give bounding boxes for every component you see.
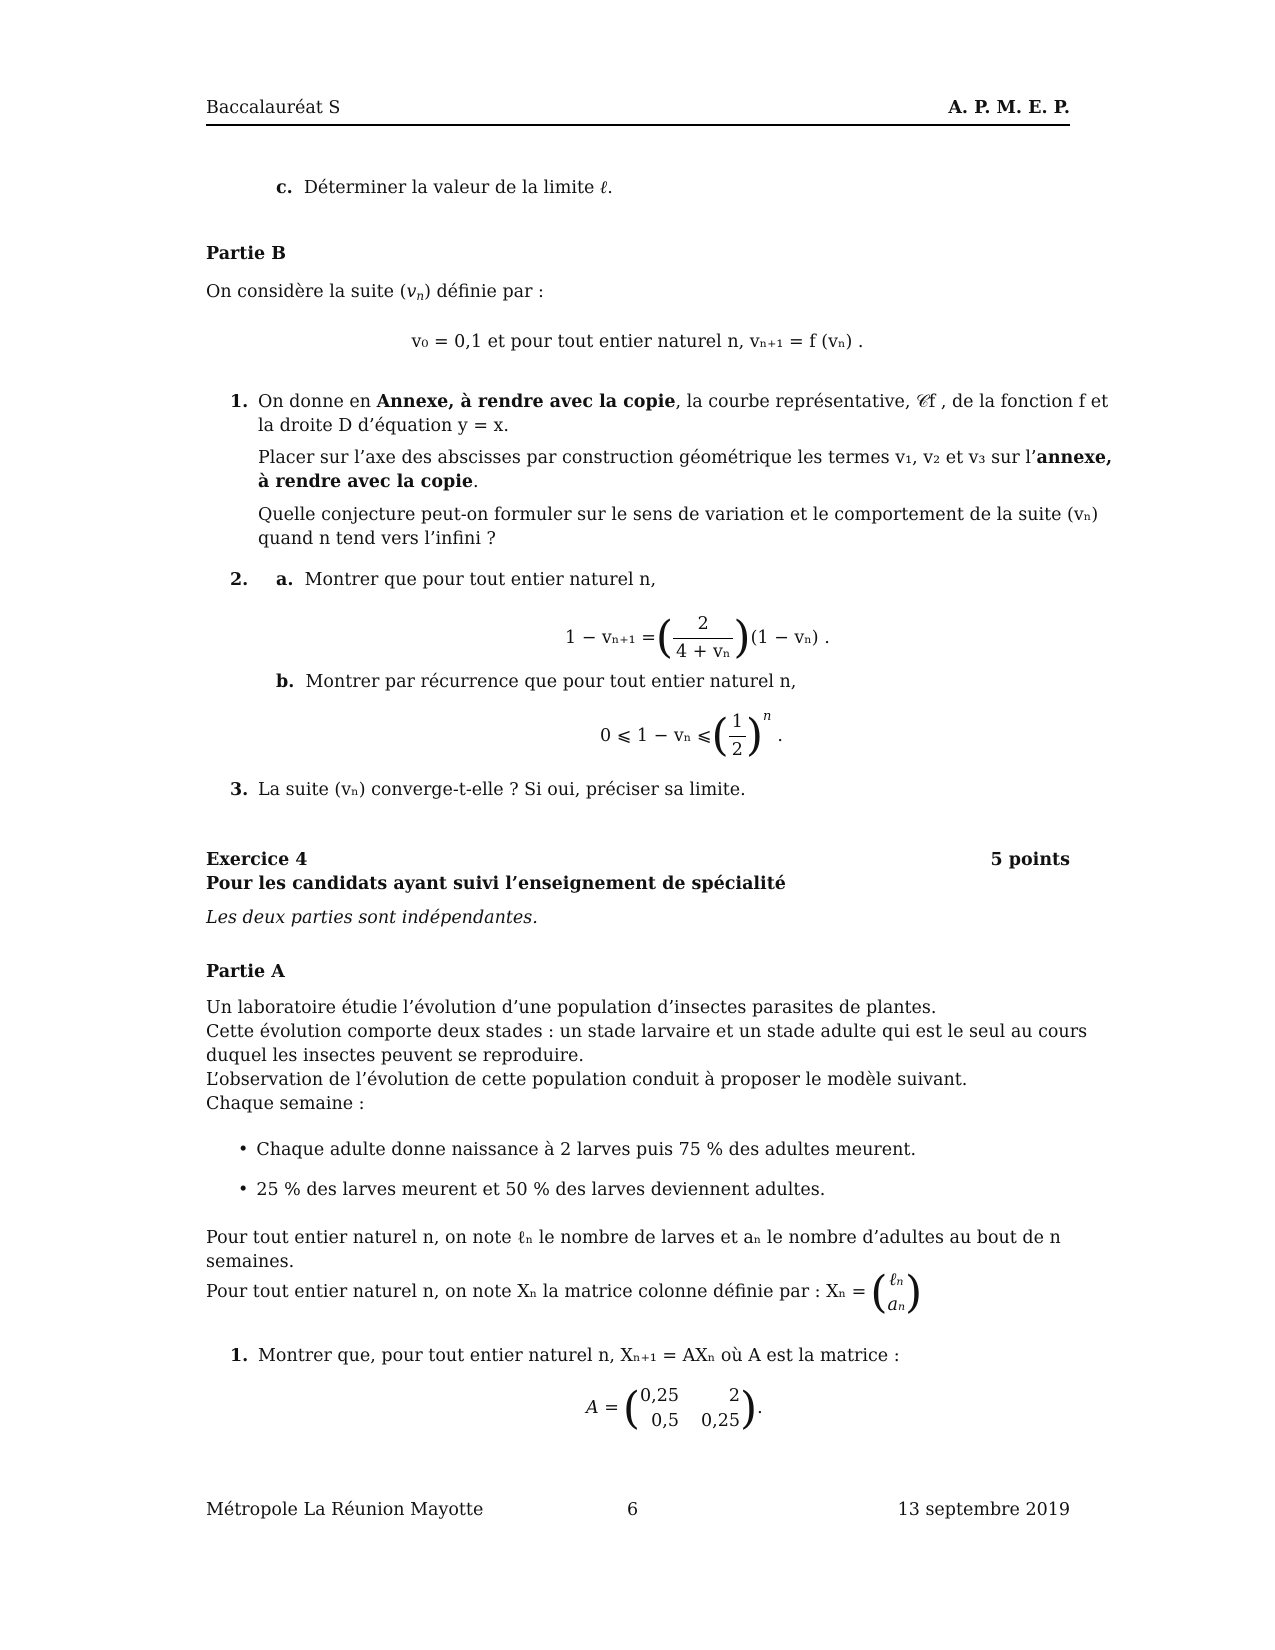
- q1-line1-bold: Annexe, à rendre avec la copie: [376, 392, 676, 412]
- para-1: Un laboratoire étudie l’évolution d’une population d’insectes parasites de plantes.: [206, 998, 937, 1018]
- eq-b-fraction: [729, 710, 746, 762]
- equation-a: [565, 612, 830, 664]
- matrix-a-entries: [640, 1384, 740, 1433]
- q1-line1-a: On donne en: [258, 392, 377, 412]
- q1-line1-b: , la courbe représentative, 𝒞f , de la fonction f et: [675, 392, 1109, 412]
- matrix-a-cell: 0,25: [640, 1386, 680, 1406]
- paren-close-b: ): [745, 710, 764, 761]
- eq-a-left: 1 − vₙ₊₁ =: [565, 627, 656, 648]
- exercise-subtitle: Pour les candidats ayant suivi l’enseignement de spécialité: [206, 874, 786, 894]
- q1-line1: [258, 390, 1108, 415]
- q1-line4-end: .: [473, 472, 479, 492]
- xn-column-matrix: [870, 1268, 922, 1317]
- matrix-a: [586, 1384, 763, 1433]
- eq-a-numerator: 2: [697, 614, 709, 634]
- footer-left: Métropole La Réunion Mayotte: [206, 1500, 484, 1520]
- eq-a-right: (1 − vₙ) .: [750, 627, 830, 648]
- exercise-title: Exercice 4: [206, 850, 308, 870]
- para-3: L’observation de l’évolution de cette population conduit à proposer le modèle suivant.: [206, 1070, 968, 1090]
- eq-a-fraction: [673, 612, 733, 664]
- q2-number: 2.: [230, 570, 249, 590]
- q2a-label: a.: [276, 570, 294, 590]
- matrix-a-paren-open: (: [622, 1382, 641, 1434]
- eq-b-numerator: 1: [731, 712, 743, 732]
- header-right: A. P. M. E. P.: [948, 98, 1070, 118]
- partie-b-title: Partie B: [206, 244, 286, 264]
- para-5a: Pour tout entier naturel n, on note ℓₙ le nombre de larves et aₙ le nombre d’adultes au bout de n: [206, 1228, 1061, 1248]
- para-5b: semaines.: [206, 1252, 295, 1272]
- para-2b: duquel les insectes peuvent se reproduire.: [206, 1046, 584, 1066]
- intro-pre: On considère la suite (: [206, 282, 407, 302]
- eq-a-denominator: 4 + vₙ: [673, 638, 733, 665]
- matrix-a-cell: 0,5: [651, 1410, 680, 1431]
- eq-b-denominator: 2: [729, 736, 746, 763]
- paren-close: ): [733, 612, 751, 663]
- para-6: [206, 1268, 922, 1317]
- partie-b-intro: [206, 280, 544, 305]
- page-number: 6: [627, 1500, 639, 1520]
- matrix-a-end: .: [757, 1398, 763, 1419]
- para-6-text: Pour tout entier naturel n, on note Xₙ la matrice colonne définie par : Xₙ =: [206, 1282, 867, 1303]
- para-4: Chaque semaine :: [206, 1094, 365, 1114]
- item-c: [276, 176, 613, 201]
- q1-number: 1.: [230, 392, 249, 412]
- paren-open: (: [655, 612, 674, 663]
- q1-line4: [258, 470, 479, 495]
- xn-paren-open: (: [870, 1266, 888, 1318]
- paren-open-b: (: [711, 710, 729, 761]
- header-rule: [206, 124, 1070, 126]
- q2a-text: Montrer que pour tout entier naturel n,: [304, 570, 657, 590]
- matrix-a-cell: 2: [728, 1386, 740, 1406]
- eq-b-left: 0 ⩽ 1 − vₙ ⩽: [600, 725, 712, 746]
- eq-b-exponent: n: [763, 709, 772, 724]
- q1-line4-bold: à rendre avec la copie: [258, 472, 474, 492]
- intro-sub: n: [416, 289, 425, 303]
- xn-bottom: aₙ: [887, 1294, 906, 1315]
- matrix-a-label: A =: [586, 1398, 619, 1419]
- item-c-var: ℓ: [599, 178, 608, 198]
- q3-number: 3.: [230, 780, 249, 800]
- para-2a: Cette évolution comporte deux stades : un stade larvaire et un stade adulte qui est le seul au cours: [206, 1022, 1088, 1042]
- partie-a-title: Partie A: [206, 962, 285, 982]
- q1-line3-text: Placer sur l’axe des abscisses par construction géométrique les termes v₁, v₂ et v₃ sur l’: [258, 448, 1037, 468]
- exercise-note: Les deux parties sont indépendantes.: [206, 908, 538, 928]
- ex4-q1-text: Montrer que, pour tout entier naturel n, Xₙ₊₁ = AXₙ où A est la matrice :: [258, 1346, 900, 1366]
- xn-top: ℓₙ: [889, 1270, 904, 1290]
- item-c-text: Déterminer la valeur de la limite: [303, 178, 595, 198]
- footer-date: 13 septembre 2019: [897, 1500, 1070, 1520]
- q1-line5: Quelle conjecture peut-on formuler sur le sens de variation et le comportement de la suite (vₙ): [258, 505, 1099, 525]
- ex4-q1-number: 1.: [230, 1346, 249, 1366]
- matrix-a-cell: 0,25: [701, 1410, 740, 1431]
- matrix-a-body: [623, 1384, 757, 1433]
- intro-post: ) définie par :: [424, 282, 544, 302]
- definition-line: v₀ = 0,1 et pour tout entier naturel n, vₙ₊₁ = f (vₙ) .: [411, 332, 864, 352]
- q1-line2: la droite D d’équation y = x.: [258, 416, 509, 436]
- q1-line6: quand n tend vers l’infini ?: [258, 529, 496, 549]
- header-left: Baccalauréat S: [206, 98, 341, 118]
- eq-b-end: .: [777, 725, 783, 746]
- xn-paren-close: ): [905, 1266, 923, 1318]
- q2a-line: [276, 568, 656, 593]
- bullet-item: • Chaque adulte donne naissance à 2 larves puis 75 % des adultes meurent.: [238, 1138, 916, 1163]
- q2b-line: [276, 670, 796, 695]
- intro-var: v: [406, 282, 417, 302]
- q3-text: La suite (vₙ) converge-t-elle ? Si oui, préciser sa limite.: [258, 780, 746, 800]
- item-c-label: c.: [276, 178, 293, 198]
- q1-line3-bold: annexe,: [1036, 448, 1113, 468]
- exercise-points: 5 points: [990, 850, 1070, 870]
- q2b-label: b.: [276, 672, 295, 692]
- xn-entries: [888, 1268, 906, 1317]
- equation-b: [600, 710, 783, 762]
- q2b-text: Montrer par récurrence que pour tout entier naturel n,: [305, 672, 797, 692]
- q1-line3: [258, 446, 1112, 471]
- bullet-item: • 25 % des larves meurent et 50 % des larves deviennent adultes.: [238, 1178, 825, 1203]
- matrix-a-paren-close: ): [739, 1382, 758, 1434]
- item-c-end: .: [607, 178, 613, 198]
